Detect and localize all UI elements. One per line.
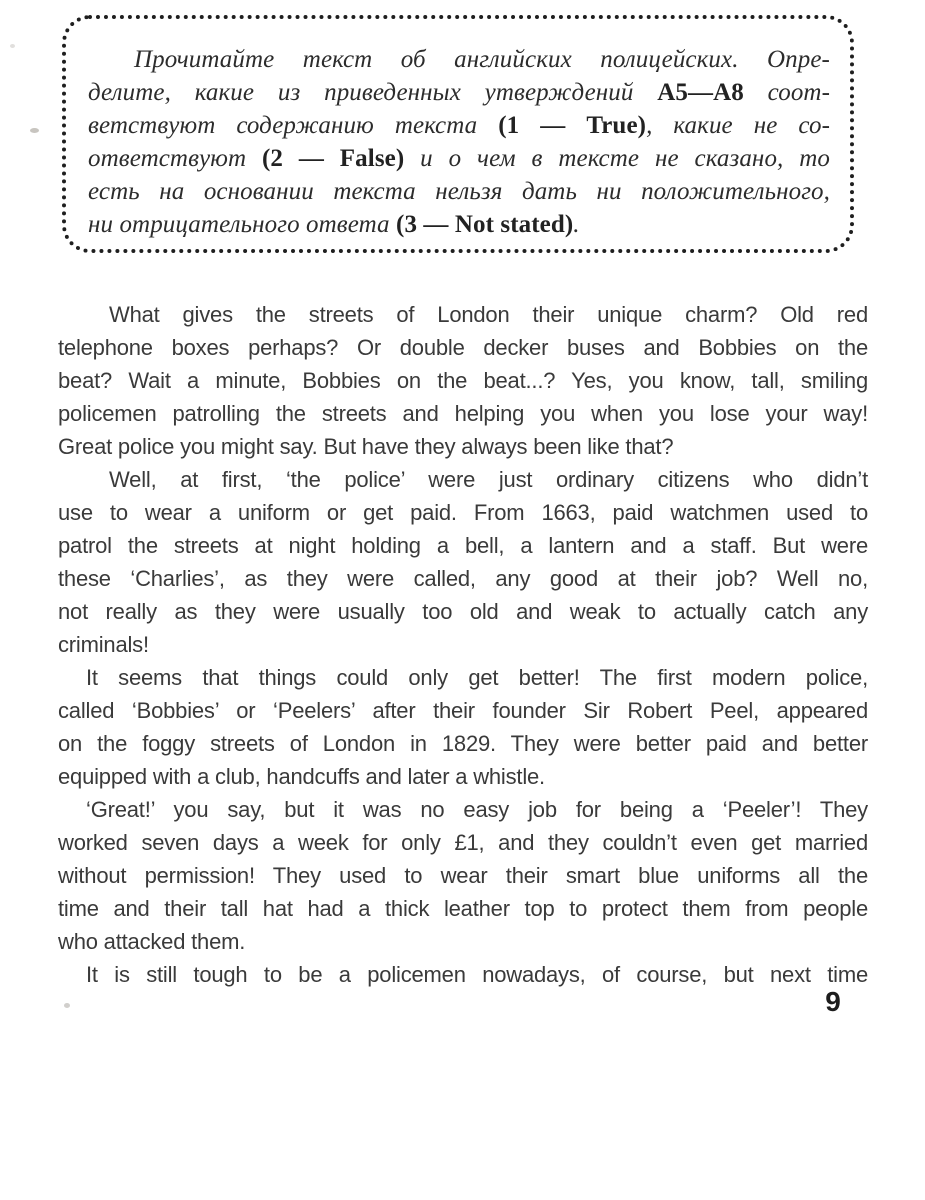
- text-line: What gives the streets of London their unique charm? Old red: [109, 302, 868, 327]
- text-line: without permission! They used to wear their smart blue uniforms all the: [58, 863, 868, 888]
- text-line: use to wear a uniform or get paid. From 1663, paid watchmen used to: [58, 500, 868, 525]
- instruction-segment: делите, какие из приведенных утверждений: [88, 79, 658, 106]
- instruction-segment: ответствуют: [88, 145, 262, 172]
- text-line: not really as they were usually too old and weak to actually catch any: [58, 599, 868, 624]
- scan-speck: [10, 44, 15, 48]
- paragraph: [58, 793, 868, 958]
- instruction-bold-segment: (1 — True): [498, 112, 647, 139]
- instruction-segment: , какие не со-: [646, 112, 830, 139]
- text-line: worked seven days a week for only £1, and they couldn’t even get married: [58, 830, 868, 855]
- instruction-segment: Прочитайте текст об английских полицейских. Опре-: [134, 46, 830, 73]
- text-line: patrol the streets at night holding a bell, a lantern and a staff. But were: [58, 533, 868, 558]
- paragraph: [58, 298, 868, 463]
- paragraph: [58, 463, 868, 661]
- text-line: It is still tough to be a policemen nowadays, of course, but next time: [86, 962, 868, 987]
- instruction-text: [88, 43, 830, 241]
- instruction-segment: и о чем в тексте не сказано, то: [404, 145, 830, 172]
- instruction-line: [88, 208, 830, 241]
- text-line: these ‘Charlies’, as they were called, any good at their job? Well no,: [58, 566, 868, 591]
- text-line: policemen patrolling the streets and helping you when you lose your way!: [58, 401, 868, 426]
- page-number: 9: [825, 986, 841, 1017]
- text-line: called ‘Bobbies’ or ‘Peelers’ after their founder Sir Robert Peel, appeared: [58, 698, 868, 723]
- scan-speck: [196, 972, 202, 976]
- text-line: on the foggy streets of London in 1829. They were better paid and better: [58, 731, 868, 756]
- instruction-bold-segment: (2 — False): [261, 145, 405, 172]
- text-line: beat? Wait a minute, Bobbies on the beat...? Yes, you know, tall, smiling: [58, 368, 868, 393]
- instruction-segment: соот-: [743, 79, 831, 106]
- text-line: who attacked them.: [58, 929, 246, 954]
- instruction-segment: ни отрицательного ответа: [88, 211, 397, 238]
- text-line: Well, at first, ‘the police’ were just ordinary citizens who didn’t: [109, 467, 868, 492]
- text-line: It seems that things could only get better! The first modern police,: [86, 665, 868, 690]
- instruction-line: [88, 175, 830, 208]
- scan-speck: [30, 128, 39, 133]
- instruction-bold-segment: A5—A8: [657, 79, 744, 106]
- instruction-line: [88, 43, 830, 76]
- instruction-segment: ветствуют содержанию текста: [88, 112, 499, 139]
- text-line: criminals!: [58, 632, 149, 657]
- text-line: Great police you might say. But have they always been like that?: [58, 434, 674, 459]
- reading-text: [58, 298, 868, 991]
- instruction-line: [88, 142, 830, 175]
- instruction-bold-segment: (3 — Not stated): [396, 211, 574, 238]
- instruction-segment: есть на основании текста нельзя дать ни положительного,: [88, 178, 830, 205]
- text-line: time and their tall hat had a thick leather top to protect them from people: [58, 896, 868, 921]
- instruction-box: [62, 15, 854, 253]
- instruction-segment: .: [573, 211, 580, 238]
- instruction-line: [88, 109, 830, 142]
- text-line: telephone boxes perhaps? Or double decker buses and Bobbies on the: [58, 335, 868, 360]
- paragraph: [58, 958, 868, 991]
- text-line: equipped with a club, handcuffs and later a whistle.: [58, 764, 545, 789]
- text-line: ‘Great!’ you say, but it was no easy job for being a ‘Peeler’! They: [86, 797, 868, 822]
- scan-speck: [64, 1003, 70, 1008]
- paragraph: [58, 661, 868, 793]
- instruction-line: [88, 76, 830, 109]
